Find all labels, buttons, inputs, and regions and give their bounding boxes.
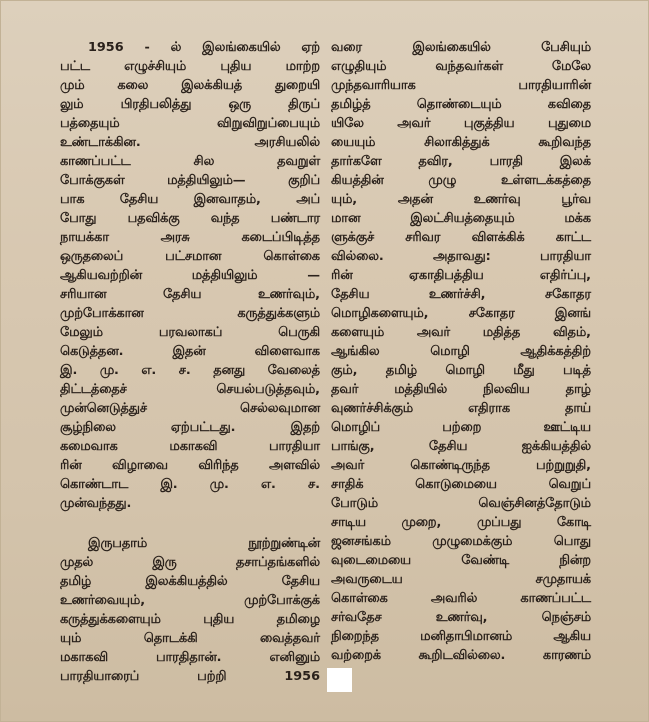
right-column	[331, 38, 591, 663]
text-line: கும், தமிழ் மொழி மீது படித்	[331, 363, 591, 378]
text-line: ஒருதலைப் பட்சமான கொள்கை	[60, 249, 320, 264]
text-line: ஆங்கில மொழி ஆதிக்கத்திற்	[331, 344, 591, 359]
paragraph	[60, 38, 320, 513]
text-line: தார்களே தவிர, பாரதி இலக்	[331, 154, 591, 169]
text-line: பாங்கு, தேசிய ஐக்கியத்தில்	[331, 439, 591, 454]
text-line: கெடுத்தன. இதன் விளைவாக	[60, 344, 320, 359]
text-line: பத்தையும் விறுவிறுப்பையும்	[60, 116, 320, 131]
text-line: கியத்தின் முழு உள்ளடக்கத்தை	[331, 173, 591, 188]
paragraph	[331, 38, 591, 665]
text-line: முதல் இரு தசாப்தங்களில்	[60, 555, 320, 570]
text-line: அவருடைய சமுதாயக்	[331, 572, 591, 587]
text-line: ளுக்குச் சரிவர விளக்கிக் காட்ட	[331, 230, 591, 245]
text-line: யிலே அவர் புகுத்திய புதுமை	[331, 116, 591, 131]
text-line: அவர் கொண்டிருந்த பற்றுறுதி,	[331, 458, 591, 473]
text-line: நிறைந்த மனிதாபிமானம் ஆகிய	[331, 629, 591, 644]
text-line: பாக தேசிய இனவாதம், அப்	[60, 192, 320, 207]
text-line: இ. மு. எ. ச. தனது வேலைத்	[60, 363, 320, 378]
text-line: லும் பிரதிபலித்து ஒரு திருப்	[60, 97, 320, 112]
text-line: வற்றைக் கூறிடவில்லை. காரணம்	[331, 648, 591, 663]
text-line: பட்ட எழுச்சியும் புதிய மாற்ற	[60, 59, 320, 74]
text-line: ஜனசங்கம் முழுமைக்கும் பொது	[331, 534, 591, 549]
text-line: நாயக்கா அரசு கடைப்பிடித்த	[60, 230, 320, 245]
text-line: சாடிய முறை, முப்பது கோடி	[331, 515, 591, 530]
text-line: போடும் வெஞ்சினத்தோடும்	[331, 496, 591, 511]
text-line: உணர்வையும், முற்போக்குக்	[60, 593, 320, 608]
text-line: வரை இலங்கையில் பேசியும்	[331, 40, 591, 55]
text-line: தமிழ்த் தொண்டையும் கவிதை	[331, 97, 591, 112]
text-line: மகாகவி பாரதிதான். எனினும்	[60, 650, 320, 665]
text-line: வுணர்ச்சிக்கும் எதிராக தாய்	[331, 401, 591, 416]
text-line: திட்டத்தைச் செயல்படுத்தவும்,	[60, 382, 320, 397]
text-line: முன்னெடுத்துச் செல்லவுமான	[60, 401, 320, 416]
text-line: கொள்கை அவரில் காணப்பட்ட	[331, 591, 591, 606]
text-line: யும், அதன் உணர்வு பூர்வ	[331, 192, 591, 207]
text-line: போது பதவிக்கு வந்த பண்டார	[60, 211, 320, 226]
text-line: தமிழ் இலக்கியத்தில் தேசிய	[60, 574, 320, 589]
text-line: ரின் விழாவை விரிந்த அளவில்	[60, 458, 320, 473]
text-line: சரியான தேசிய உணர்வும்,	[60, 287, 320, 302]
text-line: தேசிய உணர்ச்சி, சகோதர	[331, 287, 591, 302]
text-line: மான இலட்சியத்தையும் மக்க	[331, 211, 591, 226]
text-line: கொண்டாட இ. மு. எ. ச.	[60, 477, 320, 492]
text-line: யையும் சிலாகித்துக் கூறிவந்த	[331, 135, 591, 150]
text-line: மும் கலை இலக்கியத் துறையி	[60, 78, 320, 93]
text-line: முன்வந்தது.	[60, 496, 132, 511]
text-line: மேலும் பரவலாகப் பெருகி	[60, 325, 320, 340]
text-line: இருபதாம் நூற்றுண்டின்	[88, 536, 320, 551]
text-line: சூழ்நிலை ஏற்பட்டது. இதற்	[60, 420, 320, 435]
text-line: முற்போக்கான கருத்துக்களும்	[60, 306, 320, 321]
text-line: தவர் மத்தியில் நிலவிய தாழ்	[331, 382, 591, 397]
text-line: ரின் ஏகாதிபத்திய எதிர்ப்பு,	[331, 268, 591, 283]
text-line: பாரதியாரைப் பற்றி 1956	[60, 669, 320, 684]
paragraph-gap	[60, 513, 320, 534]
text-line: கருத்துக்களையும் புதிய தமிழை	[60, 612, 320, 627]
text-line: சாதிக் கொடுமையை வெறுப்	[331, 477, 591, 492]
paragraph	[60, 534, 320, 686]
text-line: சர்வதேச உணர்வு, நெஞ்சம்	[331, 610, 591, 625]
text-line: யும் தொடக்கி வைத்தவர்	[60, 631, 320, 646]
page-marker-box	[327, 668, 352, 692]
text-line: கமைவாக மகாகவி பாரதியா	[60, 439, 320, 454]
text-line: மொழிகளையும், சகோதர இனங்	[331, 306, 591, 321]
text-line: ஆகியவற்றின் மத்தியிலும் —	[60, 268, 320, 283]
text-line: முந்தவாரியாக பாரதியாரின்	[331, 78, 591, 93]
left-column	[60, 38, 320, 684]
text-line: போக்குகள் மத்தியிலும்— குறிப்	[60, 173, 320, 188]
text-line: மொழிப் பற்றை ஊட்டிய	[331, 420, 591, 435]
text-line: வில்லை. அதாவது: பாரதியா	[331, 249, 591, 264]
text-line: களையும் அவர் மதித்த விதம்,	[331, 325, 591, 340]
text-line: எழுதியும் வந்தவர்கள் மேலே	[331, 59, 591, 74]
text-line: வுடைமையை வேண்டி நின்ற	[331, 553, 591, 568]
text-line: காணப்பட்ட சில தவறுள்	[60, 154, 320, 169]
text-line: உண்டாக்கின. அரசியலில்	[60, 135, 320, 150]
text-line: 1956 - ல் இலங்கையில் ஏற்	[88, 40, 320, 55]
